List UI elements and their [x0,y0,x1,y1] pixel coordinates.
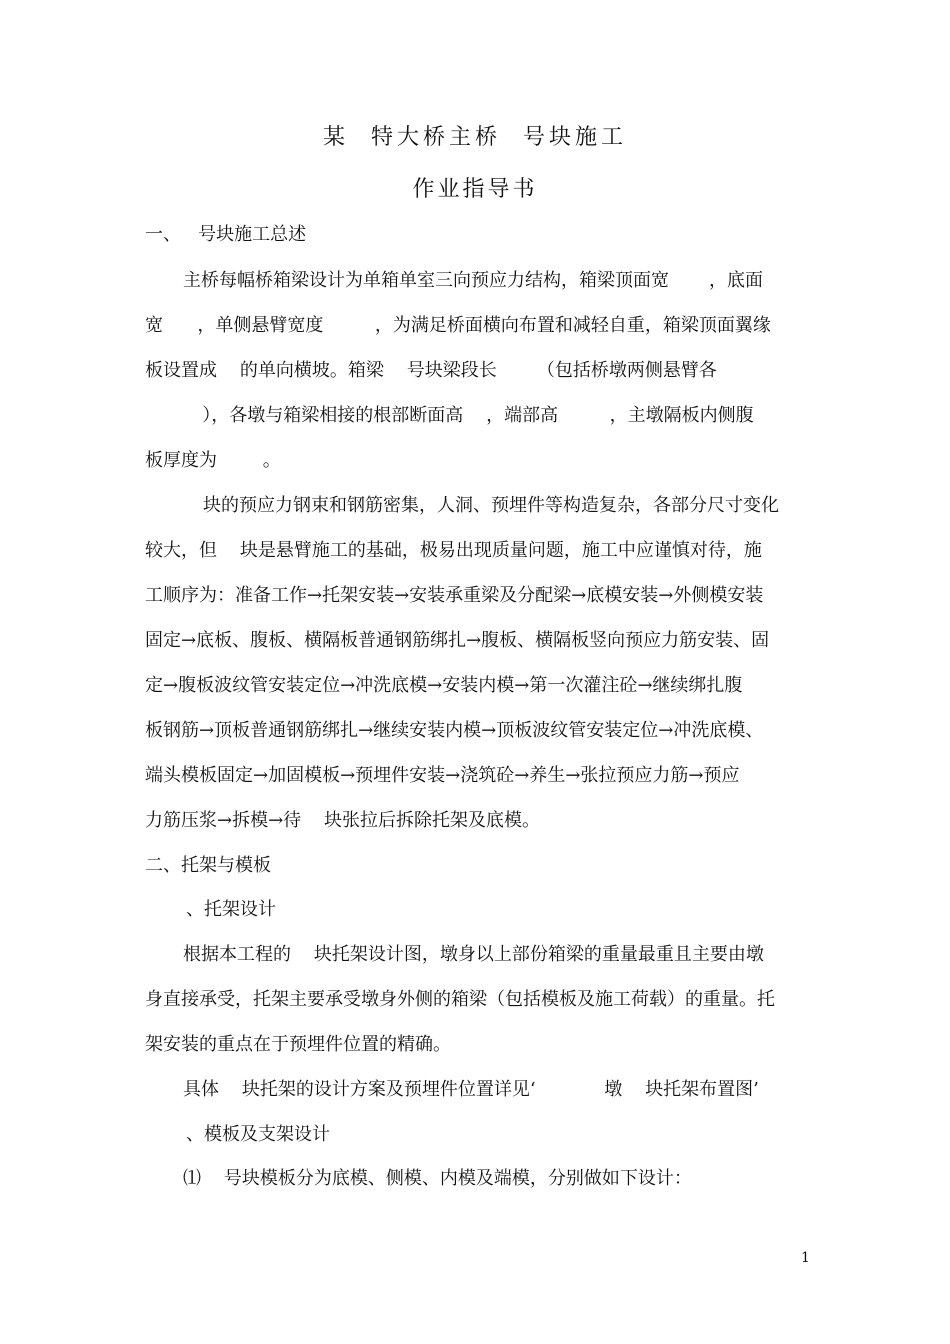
paragraph-line: 主桥每幅桥箱梁设计为单箱单室三向预应力结构，箱梁顶面宽 ，底面 [183,270,764,291]
section-heading-overview: 一、 号块施工总述 [145,224,307,245]
document-title: 某 特大桥主桥 号块施工 [323,125,627,150]
paragraph-line: ），各墩与箱梁相接的根部断面高 ，端部高 ，主墩隔板内侧腹 [145,405,754,426]
paragraph-line: 具体 块托架的设计方案及预埋件位置详见‘ 墩 块托架布置图’ [183,1079,759,1100]
numbered-paragraph: ⑴ 号块模板分为底模、侧模、内模及端模，分别做如下设计： [183,1168,692,1189]
paragraph-line: 架安装的重点在于预埋件位置的精确。 [145,1034,451,1055]
paragraph-line: 端头模板固定→加固模板→预埋件安装→浇筑砼→养生→张拉预应力筋→预应 [145,765,740,786]
paragraph-line: 块的预应力钢束和钢筋密集，人洞、预埋件等构造复杂，各部分尺寸变化 [203,495,779,516]
paragraph-line: 板厚度为 。 [145,450,281,471]
section-heading-bracket-formwork: 二、托架与模板 [145,855,271,876]
paragraph-line: 身直接承受，托架主要承受墩身外侧的箱梁（包括模板及施工荷载）的重量。托 [145,989,775,1010]
paragraph-line: 较大，但 块是悬臂施工的基础，极易出现质量问题，施工中应谨慎对待，施 [145,540,762,561]
page-number: 1 [801,1250,810,1266]
subsection-heading-formwork-design: 、模板及支架设计 [186,1124,330,1145]
paragraph-line: 固定→底板、腹板、横隔板普通钢筋绑扎→腹板、横隔板竖向预应力筋安装、固 [145,630,770,651]
paragraph-line: 力筋压浆→拆模→待 块张拉后拆除托架及底模。 [145,810,541,831]
document-subtitle: 作业指导书 [412,177,538,202]
subsection-heading-bracket-design: 、托架设计 [186,899,276,920]
paragraph-line: 板钢筋→顶板普通钢筋绑扎→继续安装内模→顶板波纹管安装定位→冲洗底模、 [145,720,764,741]
paragraph-line: 定→腹板波纹管安装定位→冲洗底模→安装内模→第一次灌注砼→继续绑扎腹 [145,675,743,696]
paragraph-line: 板设置成 的单向横坡。箱梁 号块梁段长 （包括桥墩两侧悬臂各 [145,360,717,381]
paragraph-line: 宽 ，单侧悬臂宽度 ，为满足桥面横向布置和减轻自重，箱梁顶面翼缘 [145,315,771,336]
paragraph-line: 根据本工程的 块托架设计图，墩身以上部份箱梁的重量最重且主要由墩 [183,944,764,965]
paragraph-line: 工顺序为：准备工作→托架安装→安装承重梁及分配梁→底模安装→外侧模安装 [145,585,764,606]
